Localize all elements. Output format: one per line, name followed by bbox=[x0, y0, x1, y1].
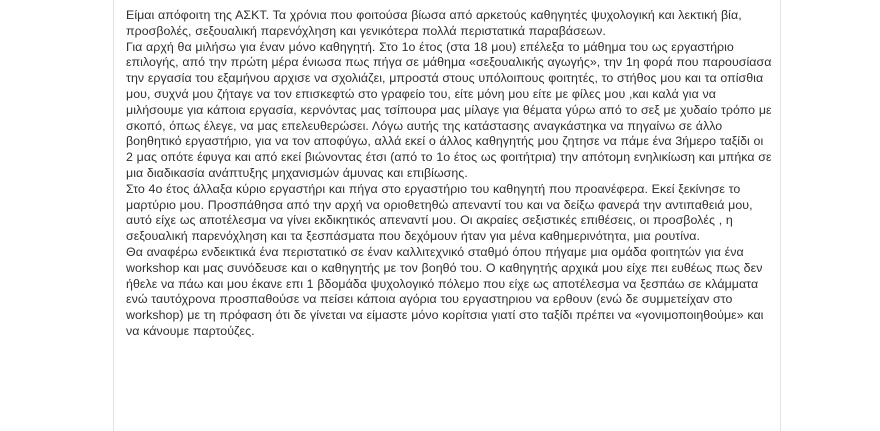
paragraph-first-year: Για αρχή θα μιλήσω για έναν μόνο καθηγητή. Στο 1ο έτος (στα 18 μου) επέλεξα το μάθημα του ως εργαστήριο επιλογής, από την πρώτη μέρα ένιωσα πως πήγα σε μάθημα «σεξουαλικής αγωγής», την 1η φορά που παρουσίασα την εργασία του εξαμήνου αρχισε να σχολιάζει, μπροστά στους υπόλοιπους φοιτητές, το στήθος μου και τα οπίσθια μου, συχνά μου ζήταγε να τον επισκεφτώ στο γραφείο του, είτε μόνη μου είτε με φίλες μου ,και καλά για να μιλήσουμε για κάποια εργασία, κερνόντας μας τσίπουρα μας μίλαγε για θέματα γύρω από το σεξ με χυδαίο τρόπο με σκοπό, όπως έλεγε, να μας επελευθερώσει. Λόγω αυτής της κατάστασης αναγκάστηκα να πηγαίνω σε άλλο βοηθητικό εργαστήριο, για να τον αποφύγω, αλλά εκεί ο άλλος καθηγητής μου ζητησε να πάμε ένα 3ήμερο ταξίδι οι 2 μας οπότε έφυγα και από εκεί βιώνοντας έτσι (από το 1ο έτος ως φοιτήτρια) την απότομη ενηλικίωση και μπήκα σε μια διαδικασία ανάπτυξης μηχανισμών άμυνας και επιβίωσης. bbox=[126, 39, 772, 180]
paragraph-fourth-year: Στο 4ο έτος άλλαξα κύριο εργαστήρι και πήγα στο εργαστήριο του καθηγητή που προανέφερα. Εκεί ξεκίνησε το μαρτύριο μου. Προσπάθησα από την αρχή να οριοθετηθώ απεναντί του και να δείξω φανερά την αντιπαθειά μου, αυτό είχε ως αποτέλεσμα να γίνει εκδικητικός απεναντί μου. Οι ακραίες σεξιστικές επιθέσεις, οι προσβολές , η σεξουαλική παρενόχληση και τα ξεσπάσματα που δεχόμουν ήταν για μένα καθημερινότητα, μια ρουτίνα. bbox=[126, 181, 753, 244]
testimony-text bbox=[126, 8, 772, 340]
testimony-card bbox=[113, 0, 781, 431]
paragraph-workshop-incident: Θα αναφέρω ενδεικτικά ένα περιστατικό σε έναν καλλιτεχνικό σταθμό όπου πήγαμε μια ομάδα φοιτητών για ένα workshop και μας συνόδευσε και ο καθηγητής με τον βοηθό του. Ο καθηγητής αρχικά μου είχε πει ευθέως πως δεν ήθελε να πάω και μου έκανε επι 1 βδομάδα ψυχολογικό πόλεμο που είχε ως αποτέλεσμα να ξεσπάω σε κλάμματα ενώ ταυτόχρονα προσπαθούσε να πείσει κάποια αγόρια του εργαστηριου να ερθουν (ενώ δε συμμετείχαν στο workshop) με τη πρόφαση ότι δε γίνεται να είμαστε μόνο κορίτσια γιατί στο ταξίδι πρέπει να «γονιμοποιηθούμε» και να κάνουμε παρτούζες. bbox=[126, 244, 764, 338]
paragraph-intro: Είμαι απόφοιτη της ΑΣΚΤ. Τα χρόνια που φοιτούσα βίωσα από αρκετούς καθηγητές ψυχολογική και λεκτική βία, προσβολές, σεξουαλική παρενόχληση και γενικότερα πολλά περιστατικά παραβάσεων. bbox=[126, 8, 742, 38]
